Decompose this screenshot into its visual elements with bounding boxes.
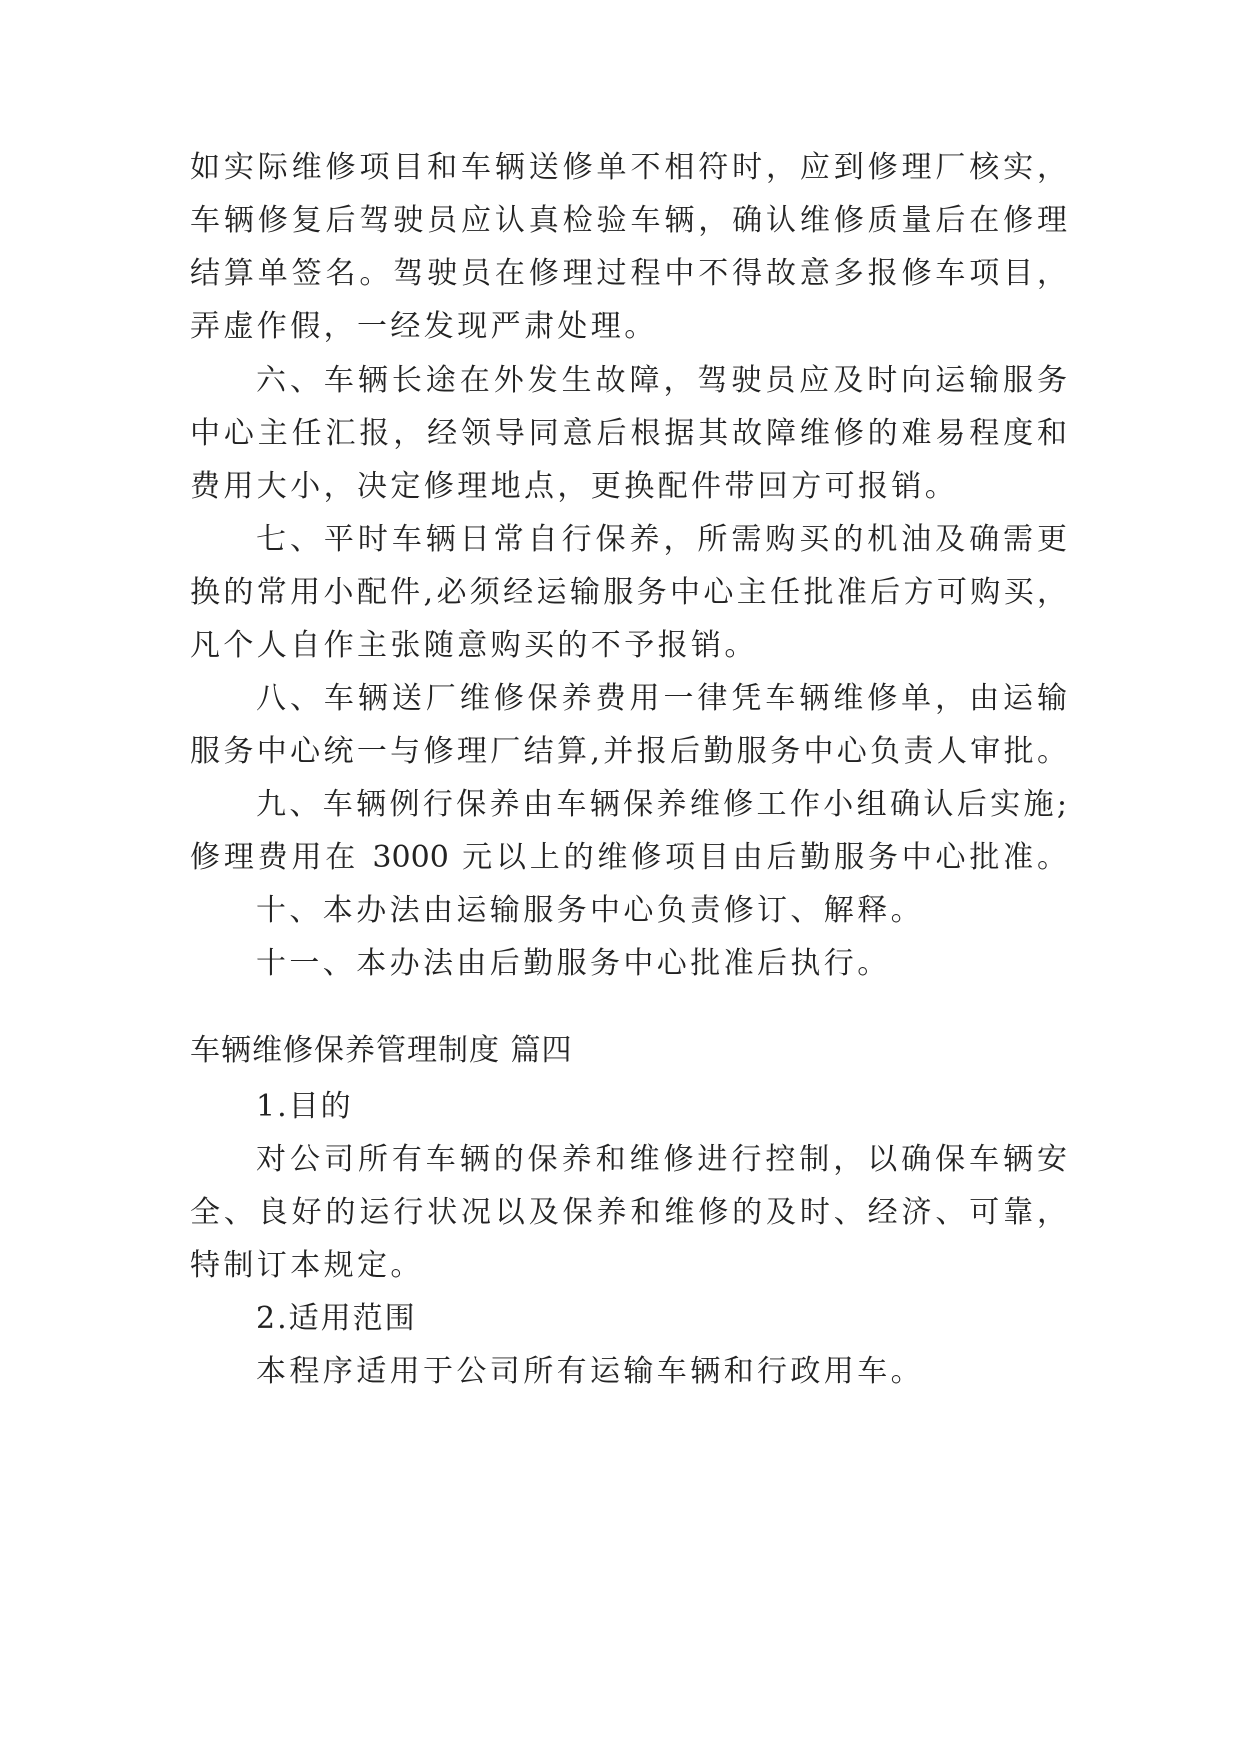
rule-item-10: 十、本办法由运输服务中心负责修订、解释。 [256, 893, 924, 928]
paragraph-line: 车辆修复后驾驶员应认真检验车辆，确认维修质量后在修理 [190, 203, 1067, 238]
rule-item-8: 八、车辆送厂维修保养费用一律凭车辆维修单，由运输 [256, 681, 1067, 716]
section-heading-1: 1.目的 [256, 1089, 353, 1124]
section-title: 车辆维修保养管理制度 篇四 [190, 1033, 573, 1068]
paragraph-line: 弄虚作假，一经发现严肃处理。 [190, 309, 658, 344]
paragraph-line: 本程序适用于公司所有运输车辆和行政用车。 [256, 1354, 924, 1389]
paragraph-line: 全、良好的运行状况以及保养和维修的及时、经济、可靠， [190, 1195, 1067, 1230]
paragraph-line: 服务中心统一与修理厂结算,并报后勤服务中心负责人审批。 [190, 734, 1067, 769]
rule-item-9: 九、车辆例行保养由车辆保养维修工作小组确认后实施; [256, 787, 1067, 822]
rule-item-6: 六、车辆长途在外发生故障，驾驶员应及时向运输服务 [256, 363, 1067, 398]
paragraph-line: 凡个人自作主张随意购买的不予报销。 [190, 628, 758, 663]
paragraph-line: 特制订本规定。 [190, 1248, 424, 1283]
paragraph-line: 对公司所有车辆的保养和维修进行控制，以确保车辆安 [256, 1142, 1067, 1177]
rule-item-11: 十一、本办法由后勤服务中心批准后执行。 [256, 946, 891, 981]
rule-item-7: 七、平时车辆日常自行保养，所需购买的机油及确需更 [256, 522, 1067, 557]
paragraph-line: 修理费用在 3000 元以上的维修项目由后勤服务中心批准。 [190, 840, 1067, 875]
paragraph-line: 如实际维修项目和车辆送修单不相符时，应到修理厂核实， [190, 150, 1067, 185]
paragraph-line: 费用大小，决定修理地点，更换配件带回方可报销。 [190, 469, 959, 504]
paragraph-line: 结算单签名。驾驶员在修理过程中不得故意多报修车项目， [190, 256, 1067, 291]
section-heading-2: 2.适用范围 [256, 1301, 417, 1336]
paragraph-line: 换的常用小配件,必须经运输服务中心主任批准后方可购买， [190, 575, 1067, 610]
paragraph-line: 中心主任汇报，经领导同意后根据其故障维修的难易程度和 [190, 416, 1067, 451]
